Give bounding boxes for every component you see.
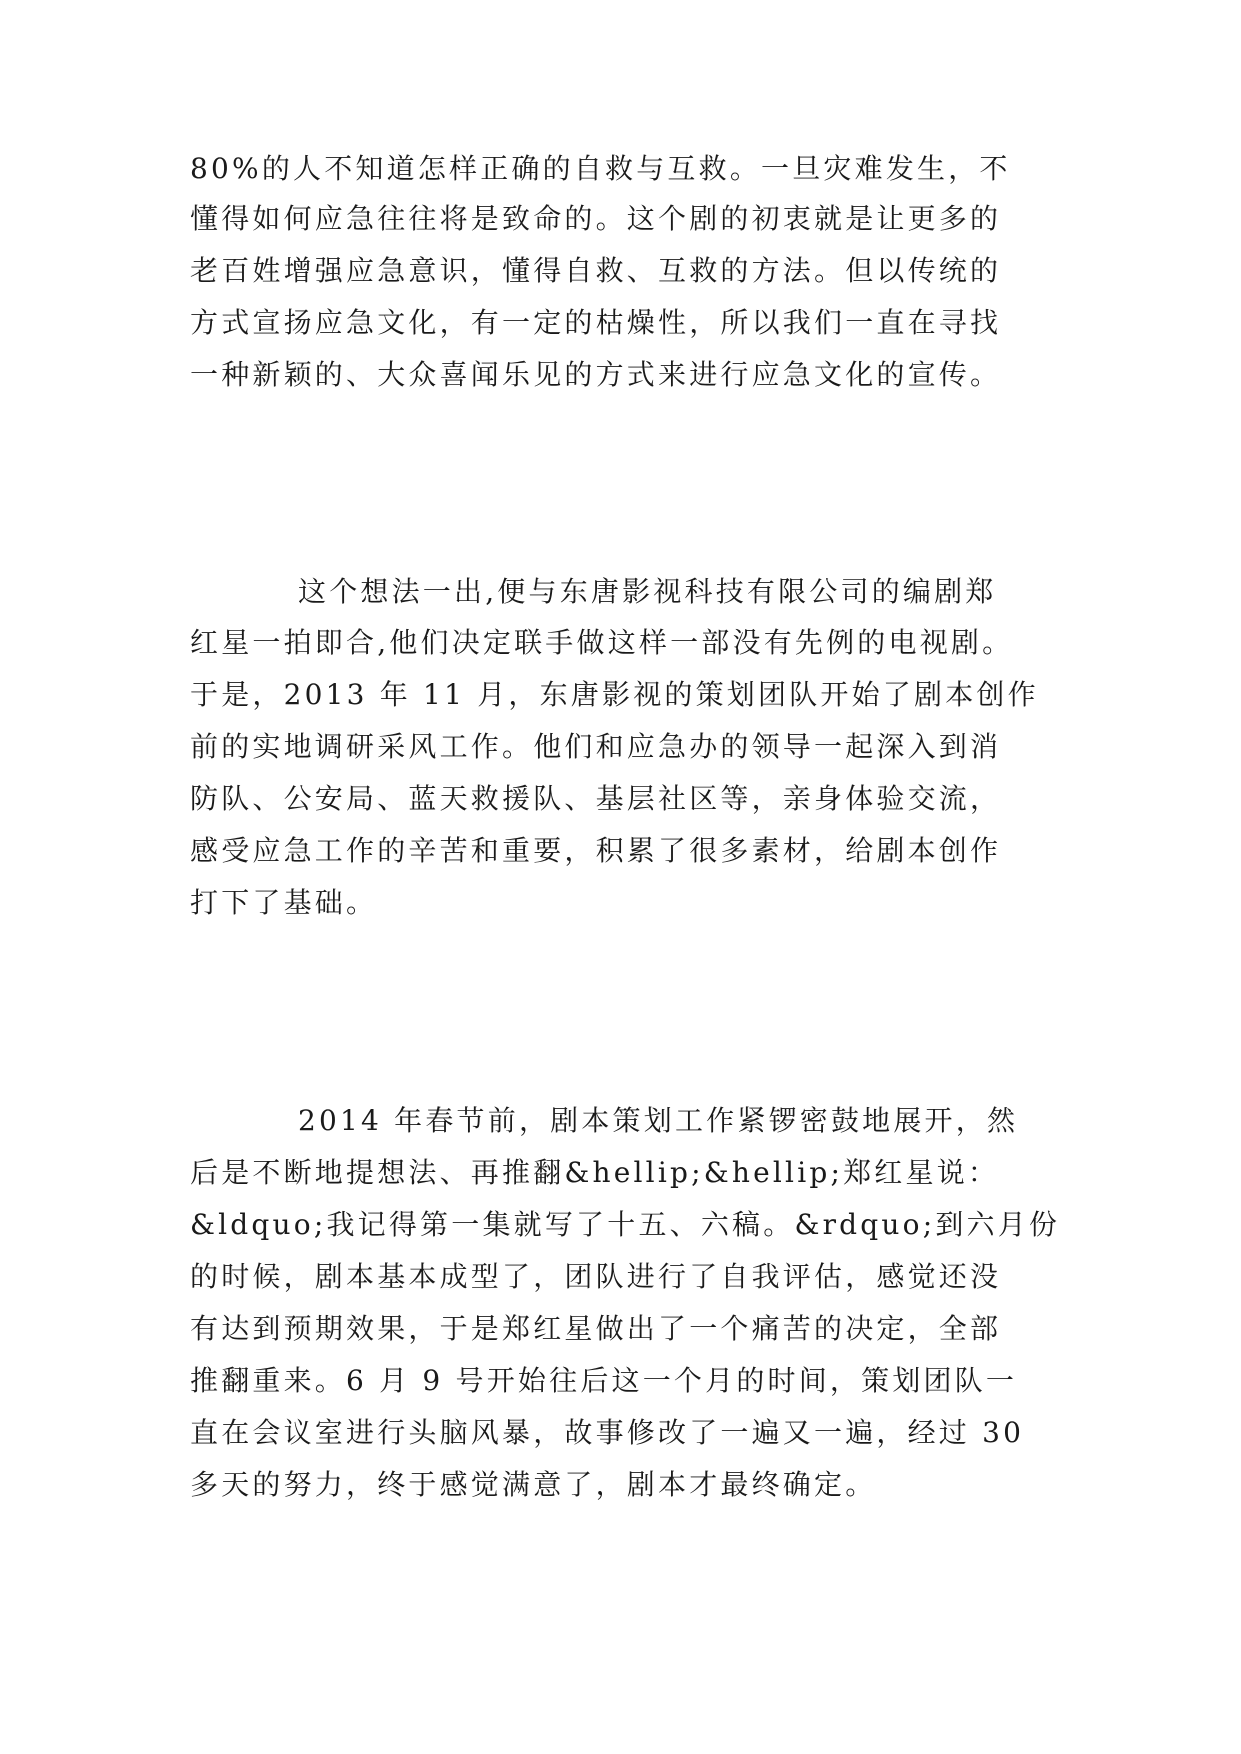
paragraph-line: 2014 年春节前，剧本策划工作紧锣密鼓地展开，然	[298, 1104, 1019, 1137]
paragraph-line: 推翻重来。6 月 9 号开始往后这一个月的时间，策划团队一	[190, 1364, 1018, 1397]
paragraph-line: 打下了基础。	[190, 886, 378, 919]
paragraph-line: 一种新颖的、大众喜闻乐见的方式来进行应急文化的宣传。	[190, 358, 1002, 391]
paragraph-line: 的时候，剧本基本成型了，团队进行了自我评估，感觉还没	[190, 1260, 1002, 1293]
paragraph-line: 防队、公安局、蓝天救援队、基层社区等，亲身体验交流，	[190, 782, 1002, 815]
paragraph-line: 这个想法一出,便与东唐影视科技有限公司的编剧郑	[298, 575, 997, 608]
paragraph-line: 后是不断地提想法、再推翻&hellip;&hellip;郑红星说：	[190, 1156, 1000, 1189]
paragraph-line: 80%的人不知道怎样正确的自救与互救。一旦灾难发生，不	[190, 152, 1011, 185]
paragraph-line: 感受应急工作的辛苦和重要，积累了很多素材，给剧本创作	[190, 834, 1002, 867]
paragraph-line: 多天的努力，终于感觉满意了，剧本才最终确定。	[190, 1468, 877, 1501]
paragraph-line: 前的实地调研采风工作。他们和应急办的领导一起深入到消	[190, 730, 1002, 763]
paragraph-line: 于是，2013 年 11 月，东唐影视的策划团队开始了剧本创作	[190, 678, 1039, 711]
paragraph-line: 直在会议室进行头脑风暴，故事修改了一遍又一遍，经过 30	[190, 1416, 1025, 1449]
paragraph-line: 有达到预期效果，于是郑红星做出了一个痛苦的决定，全部	[190, 1312, 1002, 1345]
paragraph-line: 老百姓增强应急意识，懂得自救、互救的方法。但以传统的	[190, 254, 1002, 287]
paragraph-line: 懂得如何应急往往将是致命的。这个剧的初衷就是让更多的	[190, 202, 1002, 235]
paragraph-line: 红星一拍即合,他们决定联手做这样一部没有先例的电视剧。	[190, 626, 1014, 659]
paragraph-line: 方式宣扬应急文化，有一定的枯燥性，所以我们一直在寻找	[190, 306, 1002, 339]
paragraph-line: &ldquo;我记得第一集就写了十五、六稿。&rdquo;到六月份	[190, 1208, 1061, 1241]
